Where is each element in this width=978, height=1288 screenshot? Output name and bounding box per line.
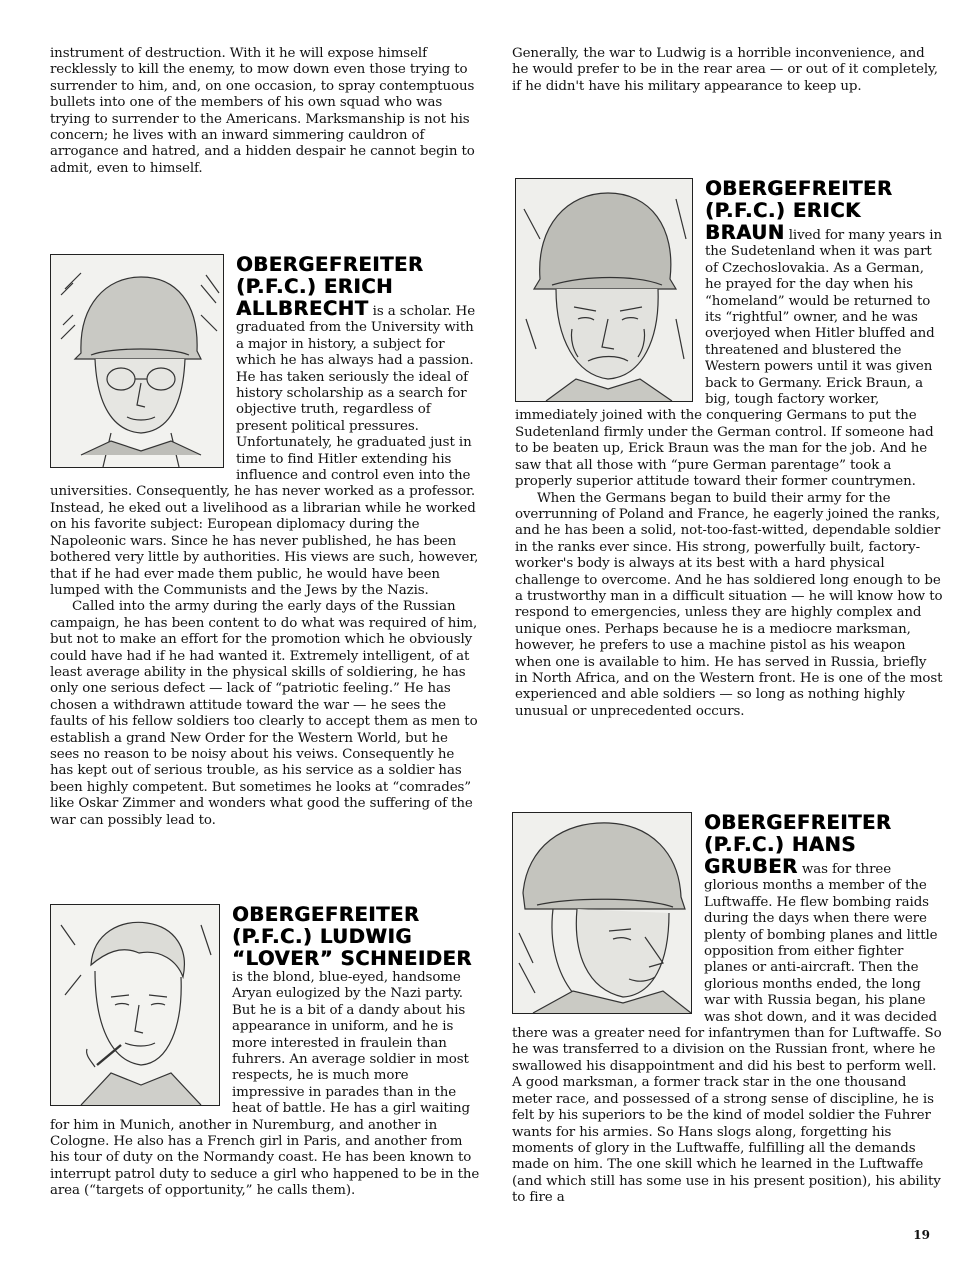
- profile-allbrecht: [50, 254, 480, 829]
- heading-schneider-2: (P.F.C.) LUDWIG: [232, 925, 412, 948]
- braun-paragraph-2: When the Germans began to build their army for the overrunning of Poland and France, he eagerly joined the ranks, and he has been a solid, not-too-fast-witted, dependable soldier in the ranks ever since. His strong, powerfully built, factory-worker's body is always at its best with a hard physical challenge to overcome. And he has soldiered long enough to be a trustworthy man in a difficult situation — he will know how to respond to emergencies, unless they are highly complex and unique ones. Perhaps because he is a mediocre marksman, however, he prefers to use a machine pistol as his weapon when one is available to him. He has served in Russia, briefly in North Africa, and on the Western front. He is one of the most experienced and able soldiers — so long as nothing highly unusual or unprecedented occurs.: [515, 490, 943, 719]
- heading-gruber-1: OBERGEFREITER: [704, 811, 892, 834]
- heading-schneider-3: “LOVER” SCHNEIDER: [232, 947, 472, 970]
- portrait-gruber: [512, 812, 692, 1014]
- ludwig-continued-paragraph: Generally, the war to Ludwig is a horrible inconvenience, and he would prefer to be in the rear area — or out of it completely, if he didn't have his military appearance to keep up.: [512, 46, 938, 94]
- heading-allbrecht-2: (P.F.C.) ERICH: [236, 275, 393, 298]
- allbrecht-paragraph-1: is a scholar. He graduated from the University with a major in history, a subject for which he has always had a passion. He has taken seriously the ideal of history scholarship as a search for objective truth, regardless of present political pressures. Unfortunately, he graduated just in time to find Hitler extending his influence and control even into the universities. Consequently, he has never worked as a professor. Instead, he eked out a livelihood as a librarian while he worked on his favorite subject: European diplomacy during the Napoleonic wars. Since he has never published, he has been bothered very little by authorities. His views are such, however, that if he had ever made them public, he would have been lumped with the Communists and the Jews by the Nazis.: [50, 304, 479, 598]
- left-column: [50, 46, 480, 177]
- portrait-allbrecht: [50, 254, 224, 468]
- heading-gruber-3: GRUBER: [704, 855, 798, 878]
- braun-paragraph-1: lived for many years in the Sudetenland when it was part of Czechoslovakia. As a German, he prayed for the day when his “homeland” would be returned to its “rightful” owner, and he was overjoyed when Hitler bluffed and threatened and blustered the Western powers until it was given back to Germany. Erick Braun, a big, tough factory worker, immediately joined with the conquering Germans to put the Sudetenland firmly under the German control. If someone had to be beaten up, Erick Braun was the man for the job. And he saw that all those with “pure German parentage” took a properly superior attitude toward their former countrymen.: [515, 228, 942, 490]
- portrait-braun: [515, 178, 693, 402]
- heading-gruber-2: (P.F.C.) HANS: [704, 833, 856, 856]
- right-column: [512, 46, 942, 95]
- heading-braun-1: OBERGEFREITER: [705, 177, 893, 200]
- profile-schneider: [50, 904, 480, 1200]
- soldier-profile-sketch-icon: [513, 813, 691, 1013]
- soldier-smoking-sketch-icon: [51, 905, 219, 1105]
- heading-allbrecht-1: OBERGEFREITER: [236, 253, 424, 276]
- allbrecht-paragraph-2: Called into the army during the early days of the Russian campaign, he has been content to do what was required of him, but not to make an effort for the promotion which he obviously could have had if he had wanted it. Extremely intelligent, of at least average ability in the physical skills of soldiering, he has only one serious defect — lack of “patriotic feeling.” He has chosen a withdrawn attitude toward the war — he sees the faults of his fellow soldiers too clearly to accept them as men to establish a grand New Order for the Western World, but he sees no reason to be noisy about his veiws. Consequently he has kept out of serious trouble, as his service as a soldier has been highly competent. But sometimes he looks at “comrades” like Oskar Zimmer and wonders what good the suffering of the war can possibly lead to.: [50, 599, 478, 828]
- intro-paragraph: instrument of destruction. With it he will expose himself recklessly to kill the enemy, to mow down even those trying to surrender to him, and, on one occasion, to spray contemptuous bullets into one of the members of his own squad who was trying to surrender to the Americans. Marksmanship is not his concern; he lives with an inward simmering cauldron of arrogance and hatred, and a hidden despair he cannot begin to admit, even to himself.: [50, 46, 475, 176]
- page-number: 19: [913, 1228, 930, 1242]
- heading-braun-2: (P.F.C.) ERICK: [705, 199, 861, 222]
- soldier-tough-sketch-icon: [516, 179, 692, 401]
- heading-allbrecht-3: ALLBRECHT: [236, 297, 369, 320]
- portrait-schneider: [50, 904, 220, 1106]
- heading-braun-3: BRAUN: [705, 221, 785, 244]
- profile-braun: [515, 178, 943, 720]
- profile-gruber: [512, 812, 942, 1207]
- schneider-paragraph-1: is the blond, blue-eyed, handsome Aryan eulogized by the Nazi party. But he is a bit of a dandy about his appearance in uniform, and he is more interested in fraulein than fuhrers. An average soldier in most respects, he is much more impressive in parades than in the heat of battle. He has a girl waiting for him in Munich, another in Nuremburg, and another in Cologne. He also has a French girl in Paris, and another from his tour of duty on the Normandy coast. He has been known to interrupt patrol duty to seduce a girl who happened to be in the area (“targets of opportunity,” he calls them).: [50, 970, 480, 1199]
- gruber-paragraph-1: was for three glorious months a member of the Luftwaffe. He flew bombing raids during the days when there were plenty of bombing planes and little opposition from either fighter planes or anti-aircraft. Then the glorious months ended, the long war with Russia began, his plane was shot down, and it was decided there was a greater need for infantrymen than for Luftwaffe. So he was transferred to a division on the Russian front, where he swallowed his disappointment and did his best to perform well. A good marksman, a former track star in the one thousand meter race, and possessed of a strong sense of discipline, he is felt by his superiors to be the kind of model soldier the Fuhrer wants for his armies. So Hans slogs along, forgetting his moments of glory in the Luftwaffe, fulfilling all the demands made on him. The one skill which he learned in the Luftwaffe (and which still has some use in his present position), his ability to fire a: [512, 862, 942, 1206]
- heading-schneider-1: OBERGEFREITER: [232, 903, 420, 926]
- soldier-glasses-sketch-icon: [51, 255, 223, 467]
